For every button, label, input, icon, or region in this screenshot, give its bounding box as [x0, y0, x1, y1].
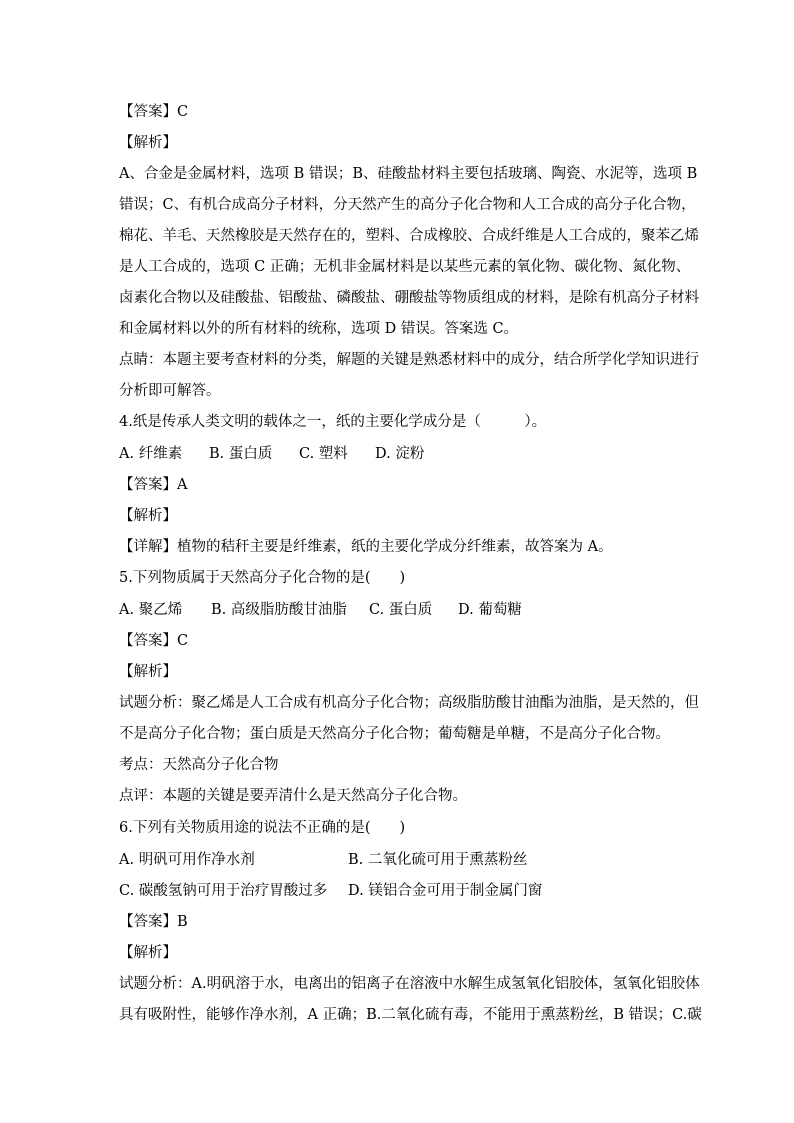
q6-option-c: C. 碳酸氢钠可用于治疗胃酸过多	[119, 883, 328, 899]
q3-comment-line: 分析即可解答。	[119, 383, 221, 399]
q5-point: 考点：天然高分子化合物	[119, 757, 279, 773]
q6-analysis-line: 试题分析：A.明矾溶于水，电离出的铝离子在溶液中水解生成氢氧化铝胶体，氢氧化铝胶体	[119, 976, 700, 992]
q3-analysis-line: A、合金是金属材料，选项 B 错误；B、硅酸盐材料主要包括玻璃、陶瓷、水泥等，选项 B	[119, 166, 698, 182]
q5-options	[119, 600, 522, 620]
q3-comment-line: 点睛：本题主要考查材料的分类，解题的关键是熟悉材料中的成分，结合所学化学知识进行	[119, 352, 699, 368]
q3-analysis-line: 棉花、羊毛、天然橡胶是天然存在的，塑料、合成橡胶、合成纤维是人工合成的，聚苯乙烯	[119, 228, 699, 244]
q4-detail: 【详解】植物的秸秆主要是纤维素，纸的主要化学成分纤维素，故答案为 A。	[119, 539, 613, 555]
q3-analysis-line: 和金属材料以外的所有材料的统称，选项 D 错误。答案选 C。	[119, 321, 519, 337]
q3-analysis-line: 错误；C、有机合成高分子材料，分天然产生的高分子化合物和人工合成的高分子化合物，	[119, 197, 696, 213]
q6-analysis-label: 【解析】	[119, 945, 177, 961]
q4-option-b: B. 蛋白质	[209, 446, 273, 462]
q5-option-a: A. 聚乙烯	[119, 602, 183, 618]
q5-analysis-line: 试题分析：聚乙烯是人工合成有机高分子化合物；高级脂肪酸甘油酯为油脂，是天然的，但	[119, 695, 699, 711]
q6-options-row1	[119, 850, 527, 870]
q5-answer: 【答案】C	[119, 633, 189, 649]
q4-option-a: A. 纤维素	[119, 446, 183, 462]
q6-option-d: D. 镁铝合金可用于制金属门窗	[348, 883, 543, 899]
q4-options	[119, 444, 424, 464]
q6-options-row2	[119, 881, 542, 901]
q6-analysis-line: 具有吸附性，能够作净水剂，A 正确；B.二氧化硫有毒，不能用于熏蒸粉丝，B 错误；C.碳	[119, 1007, 702, 1023]
q5-option-c: C. 蛋白质	[369, 602, 433, 618]
q3-analysis-line: 是人工合成的，选项 C 正确；无机非金属材料是以某些元素的氧化物、碳化物、氮化物、	[119, 259, 691, 275]
q6-option-b: B. 二氧化硫可用于熏蒸粉丝	[348, 852, 528, 868]
q6-option-a: A. 明矾可用作净水剂	[119, 852, 255, 868]
q6-stem: 6.下列有关物质用途的说法不正确的是( )	[119, 820, 406, 836]
q4-answer: 【答案】A	[119, 477, 188, 493]
q5-stem: 5.下列物质属于天然高分子化合物的是( )	[119, 570, 406, 586]
q4-analysis-label: 【解析】	[119, 508, 177, 524]
q3-analysis-line: 卤素化合物以及硅酸盐、铝酸盐、磷酸盐、硼酸盐等物质组成的材料，是除有机高分子材料	[119, 290, 699, 306]
q5-analysis-label: 【解析】	[119, 664, 177, 680]
q4-option-c: C. 塑料	[299, 446, 348, 462]
q5-analysis-line: 不是高分子化合物；蛋白质是天然高分子化合物；葡萄糖是单糖，不是高分子化合物。	[119, 726, 670, 742]
q4-option-d: D. 淀粉	[375, 446, 425, 462]
q4-stem: 4.纸是传承人类文明的载体之一，纸的主要化学成分是（ ）。	[119, 414, 547, 430]
q3-answer: 【答案】C	[119, 104, 189, 120]
q6-answer: 【答案】B	[119, 914, 188, 930]
q5-review: 点评：本题的关键是要弄清什么是天然高分子化合物。	[119, 788, 467, 804]
q5-option-b: B. 高级脂肪酸甘油脂	[211, 602, 347, 618]
q5-option-d: D. 葡萄糖	[458, 602, 522, 618]
q3-analysis-label: 【解析】	[119, 135, 177, 151]
